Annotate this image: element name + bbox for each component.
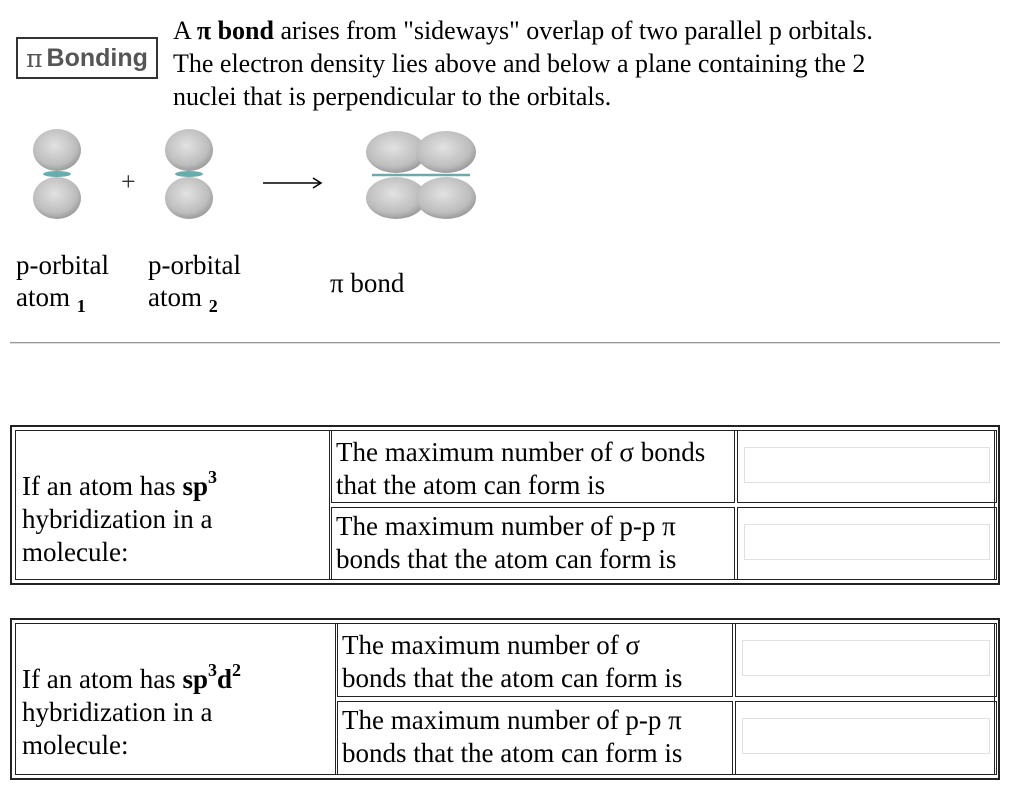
label-2-line2: atom — [148, 282, 209, 312]
question-pi-line1: The maximum number of p-p π — [342, 705, 682, 735]
hybridization-superscript-2: 2 — [232, 660, 242, 680]
question-sigma-line1: The maximum number of σ — [342, 630, 640, 660]
reaction-arrow-icon — [262, 175, 324, 191]
intro-bold: bond — [211, 16, 274, 45]
p-orbital-1-icon — [33, 129, 81, 219]
hybridization-base: sp — [182, 664, 208, 694]
intro-text — [173, 14, 993, 113]
orbital-diagram — [0, 118, 1024, 238]
condition-line-3: molecule: — [22, 730, 129, 760]
answer-sigma-cell — [737, 430, 997, 503]
label-p-orbital-1 — [16, 249, 109, 322]
label-p-orbital-2 — [148, 249, 241, 322]
answer-sigma-input[interactable] — [744, 447, 990, 483]
label-pi-symbol: π — [330, 268, 344, 298]
intro-pi: π — [196, 16, 212, 45]
condition-cell — [15, 430, 330, 580]
answer-pi-input[interactable] — [742, 718, 990, 754]
hybridization-d: d — [216, 664, 233, 694]
question-pi-cell — [331, 507, 735, 580]
answer-pi-cell — [735, 701, 997, 775]
pi-symbol: π — [26, 43, 43, 73]
question-pi-line2: bonds that the atom can form is — [342, 738, 683, 768]
pi-bond-orbital-icon — [366, 131, 476, 219]
pi-bonding-badge — [16, 37, 158, 79]
intro-line-2: The electron density lies above and below a plane containing the 2 — [173, 49, 866, 78]
label-2-line1: p-orbital — [148, 250, 241, 280]
intro-line1-rest: arises from "sideways" overlap of two parallel p orbitals. — [273, 16, 873, 45]
question-pi-line1: The maximum number of p-p π — [336, 511, 676, 541]
question-pi-cell — [337, 701, 733, 775]
hybridization-superscript: 3 — [207, 660, 217, 680]
question-sigma-line2: bonds that the atom can form is — [342, 663, 683, 693]
condition-line-2: hybridization in a — [22, 697, 213, 727]
answer-sigma-input[interactable] — [742, 640, 990, 676]
badge-label: Bonding — [46, 43, 148, 72]
condition-prefix: If an atom has — [22, 664, 183, 694]
label-pi-bond-text: bond — [343, 268, 405, 298]
section-divider — [10, 342, 1000, 344]
answer-sigma-cell — [735, 623, 997, 697]
question-table-sp3d2 — [10, 618, 1000, 780]
label-1-line2: atom — [16, 282, 77, 312]
question-sigma-line1: The maximum number of σ bonds — [336, 437, 706, 467]
question-sigma-line2: that the atom can form is — [336, 470, 606, 500]
intro-prefix: A — [173, 16, 197, 45]
intro-line-3: nuclei that is perpendicular to the orbitals. — [173, 82, 612, 111]
plus-sign: + — [121, 167, 136, 196]
condition-line-2: hybridization in a — [22, 504, 213, 534]
question-table-sp3 — [10, 425, 1000, 585]
intro-line-1 — [173, 14, 993, 47]
question-sigma-cell — [331, 430, 735, 503]
p-orbital-2-icon — [165, 129, 213, 219]
hybridization-superscript: 3 — [207, 467, 217, 487]
hybridization-base: sp — [182, 471, 208, 501]
answer-pi-cell — [737, 507, 997, 580]
label-2-subscript: 2 — [208, 296, 218, 316]
question-pi-line2: bonds that the atom can form is — [336, 544, 677, 574]
answer-pi-input[interactable] — [744, 524, 990, 560]
label-1-line1: p-orbital — [16, 250, 109, 280]
condition-cell — [15, 623, 336, 775]
question-sigma-cell — [337, 623, 733, 697]
label-pi-bond — [330, 267, 404, 299]
condition-prefix: If an atom has — [22, 471, 183, 501]
condition-line-3: molecule: — [22, 537, 129, 567]
label-1-subscript: 1 — [76, 296, 86, 316]
